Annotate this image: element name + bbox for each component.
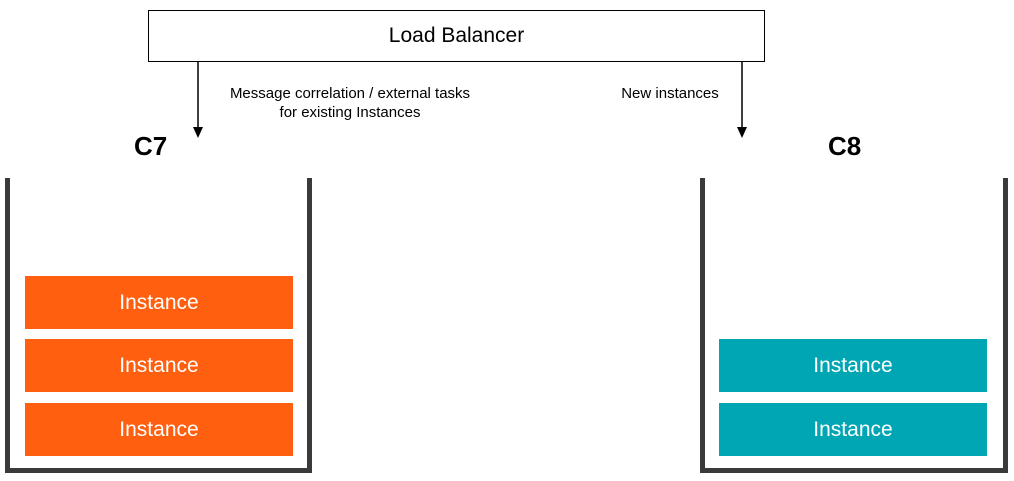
c8-instance-1: Instance (719, 339, 987, 392)
c7-arrow-label-line2: for existing Instances (279, 104, 421, 121)
load-balancer-label: Load Balancer (388, 24, 525, 47)
arrow-to-c7 (193, 62, 203, 138)
load-balancer-box (148, 10, 765, 62)
c8-title: C8 (828, 131, 862, 161)
c8-arrow-label: New instances (621, 85, 719, 102)
c7-title: C7 (134, 131, 168, 161)
c7-arrow-label-line1: Message correlation / external tasks (229, 85, 471, 102)
c7-instance-1: Instance (25, 276, 293, 329)
c7-instance-2: Instance (25, 339, 293, 392)
c8-instance-2: Instance (719, 403, 987, 456)
c7-arrow-label (215, 84, 485, 122)
c7-instance-3: Instance (25, 403, 293, 456)
